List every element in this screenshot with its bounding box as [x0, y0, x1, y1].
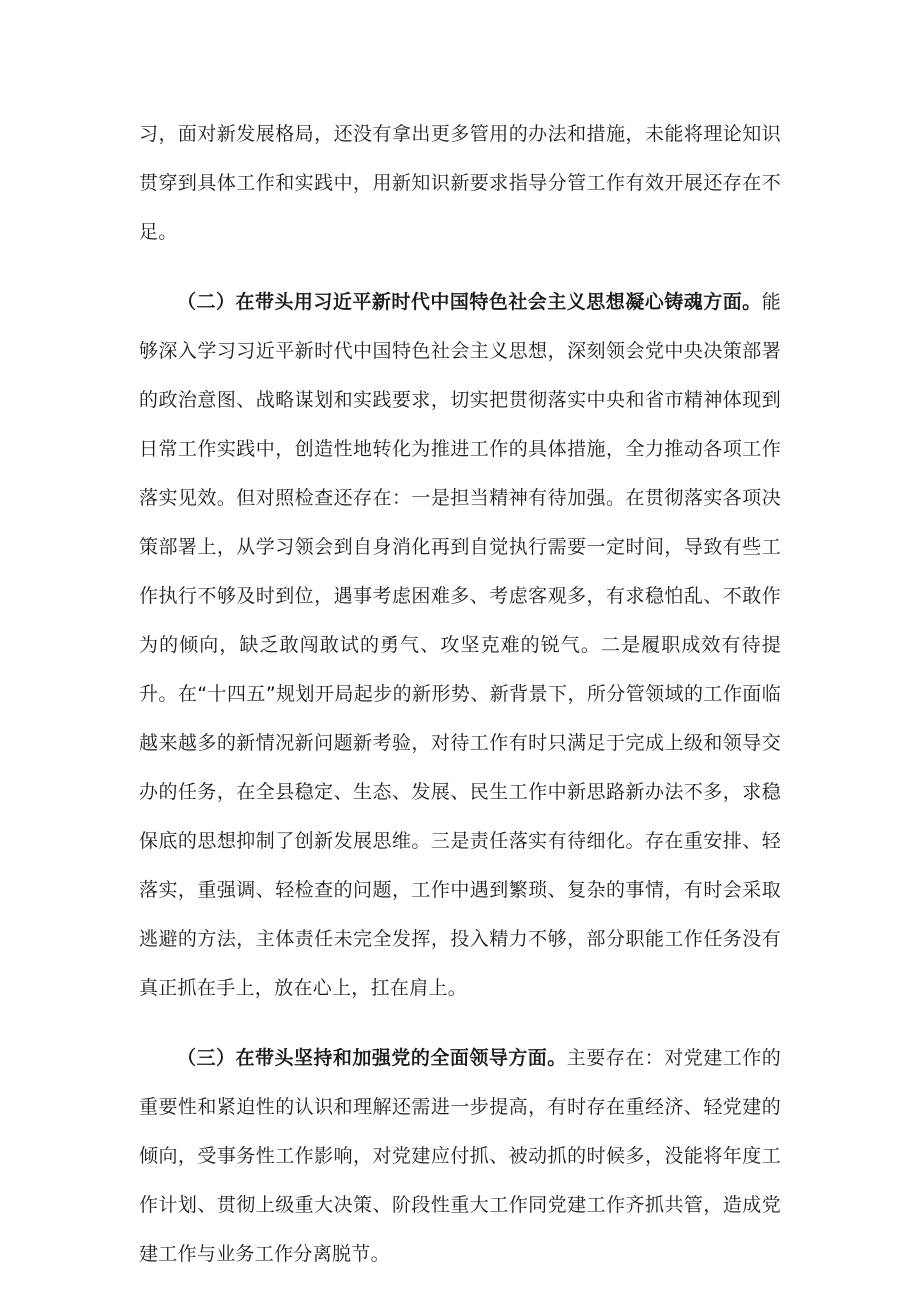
section-3-heading: （三）在带头坚持和加强党的全面领导方面。 [177, 1047, 567, 1069]
section-3-body: 主要存在：对党建工作的重要性和紧迫性的认识和理解还需进一步提高，有时存在重经济、轻党建的倾向，受事务性工作影响，对党建应付抓、被动抓的时候多，没能将年度工作计划、贯彻上级重大决策、阶段性重大工作同党建工作齐抓共管，造成党建工作与业务工作分离脱节。 [139, 1047, 781, 1265]
paragraph-section-2 [139, 278, 781, 1013]
paragraph-1-text: 习，面对新发展格局，还没有拿出更多管用的办法和措施，未能将理论知识贯穿到具体工作和实践中，用新知识新要求指导分管工作有效开展还存在不足。 [139, 123, 781, 243]
section-2-body: 能够深入学习习近平新时代中国特色社会主义思想，深刻领会党中央决策部署的政治意图、战略谋划和实践要求，切实把贯彻落实中央和省市精神体现到日常工作实践中，创造性地转化为推进工作的具体措施，全力推动各项工作落实见效。但对照检查还存在：一是担当精神有待加强。在贯彻落实各项决策部署上，从学习领会到自身消化再到自觉执行需要一定时间，导致有些工作执行不够及时到位，遇事考虑困难多、考虑客观多，有求稳怕乱、不敢作为的倾向，缺乏敢闯敢试的勇气、攻坚克难的锐气。二是履职成效有待提升。在“十四五”规划开局起步的新形势、新背景下，所分管领域的工作面临越来越多的新情况新问题新考验，对待工作有时只满足于完成上级和领导交办的任务，在全县稳定、生态、发展、民生工作中新思路新办法不多，求稳保底的思想抑制了创新发展思维。三是责任落实有待细化。存在重安排、轻落实，重强调、轻检查的问题，工作中遇到繁琐、复杂的事情，有时会采取逃避的方法，主体责任未完全发挥，投入精力不够，部分职能工作任务没有真正抓在手上，放在心上，扛在肩上。 [139, 291, 781, 999]
paragraph-section-3 [139, 1034, 781, 1279]
paragraph-continuation [139, 110, 781, 257]
document-body [139, 110, 781, 1279]
section-2-heading: （二）在带头用习近平新时代中国特色社会主义思想凝心铸魂方面。 [177, 291, 762, 313]
